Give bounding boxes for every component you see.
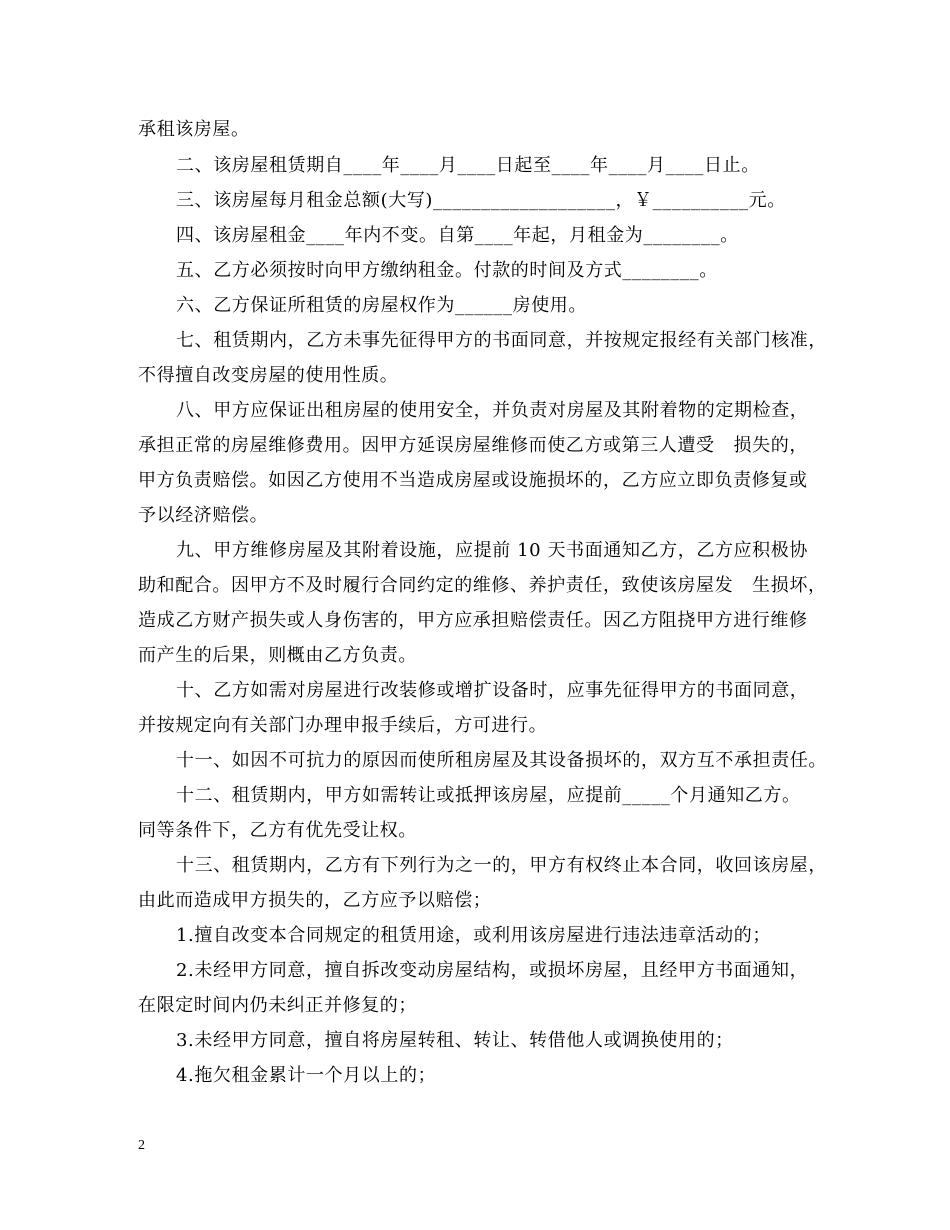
text-line: 并按规定向有关部门办理申报手续后，方可进行。 [138,715,548,736]
clause-13: 十三、租赁期内，乙方有下列行为之一的，甲方有权终止本合同，收回该房屋， [176,855,827,876]
text-line: 造成乙方财产损失或人身伤害的，甲方应承担赔偿责任。因乙方阻挠甲方进行维修 [138,610,808,631]
clause-11: 十一、如因不可抗力的原因而使所租房屋及其设备损坏的，双方互不承担责任。 [176,750,827,771]
text-line: 助和配合。因甲方不及时履行合同约定的维修、养护责任，致使该房屋发 生损坏， [138,575,827,596]
list-item-2: 2.未经甲方同意，擅自拆改变动房屋结构，或损坏房屋，且经甲方书面通知， [176,960,809,981]
text-line: 不得擅自改变房屋的使用性质。 [138,365,399,386]
clause-6: 六、乙方保证所租赁的房屋权作为______房使用。 [176,295,587,316]
text-line: 承租该房屋。 [138,119,250,140]
text-line: 由此而造成甲方损失的，乙方应予以赔偿； [138,890,492,911]
text-line: 承担正常的房屋维修费用。因甲方延误房屋维修而使乙方或第三人遭受 损失的， [138,435,808,456]
clause-5: 五、乙方必须按时向甲方缴纳租金。付款的时间及方式________。 [176,260,718,281]
page-number: 2 [138,1138,145,1153]
text-line: 在限定时间内仍未纠正并修复的； [138,995,417,1016]
clause-7: 七、租赁期内，乙方未事先征得甲方的书面同意，并按规定报经有关部门核准， [176,330,827,351]
clause-4: 四、该房屋租金____年内不变。自第____年起，月租金为________。 [176,225,739,246]
text-line: 而产生的后果，则概由乙方负责。 [138,645,417,666]
clause-10: 十、乙方如需对房屋进行改装修或增扩设备时，应事先征得甲方的书面同意， [176,680,809,701]
text-line: 予以经济赔偿。 [138,505,269,526]
text-line: 同等条件下，乙方有优先受让权。 [138,820,417,841]
list-item-3: 3.未经甲方同意，擅自将房屋转租、转让、转借他人或调换使用的； [176,1030,734,1051]
clause-9: 九、甲方维修房屋及其附着设施，应提前 10 天书面通知乙方，乙方应积极协 [176,540,808,561]
clause-12: 十二、租赁期内，甲方如需转让或抵押该房屋，应提前_____个月通知乙方。 [176,785,801,806]
clause-2: 二、该房屋租赁期自____年____月____日起至____年____月____日止。 [176,155,760,176]
clause-3: 三、该房屋每月租金总额(大写)___________________，￥__________元。 [176,190,786,211]
text-line: 甲方负责赔偿。如因乙方使用不当造成房屋或设施损坏的，乙方应立即负责修复或 [138,470,808,491]
clause-8: 八、甲方应保证出租房屋的使用安全，并负责对房屋及其附着物的定期检查， [176,400,809,421]
list-item-4: 4.拖欠租金累计一个月以上的； [176,1065,437,1086]
list-item-1: 1.擅自改变本合同规定的租赁用途，或利用该房屋进行违法违章活动的； [176,925,771,946]
